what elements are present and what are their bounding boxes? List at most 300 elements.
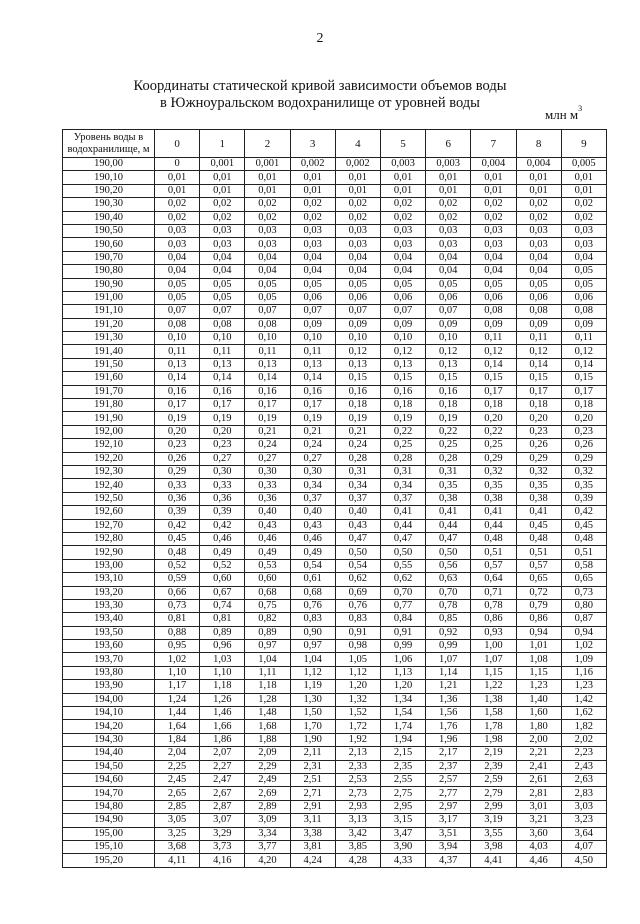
volume-cell: 0,14 [155, 372, 200, 385]
volume-cell: 0,35 [516, 479, 561, 492]
volume-cell: 0,01 [380, 171, 425, 184]
level-cell: 190,00 [63, 158, 155, 171]
volume-cell: 0,05 [245, 278, 290, 291]
level-cell: 193,20 [63, 586, 155, 599]
volume-cell: 2,02 [561, 733, 606, 746]
volume-cell: 1,06 [380, 653, 425, 666]
level-cell: 191,20 [63, 318, 155, 331]
volume-cell: 1,34 [380, 693, 425, 706]
volume-cell: 0,12 [335, 345, 380, 358]
volume-cell: 0,78 [426, 599, 471, 612]
volume-cell: 1,17 [155, 680, 200, 693]
volume-cell: 0,11 [516, 332, 561, 345]
volume-cell: 0,06 [380, 291, 425, 304]
volume-cell: 2,13 [335, 747, 380, 760]
volume-cell: 0,05 [200, 291, 245, 304]
volume-cell: 0,70 [380, 586, 425, 599]
volume-cell: 1,04 [245, 653, 290, 666]
volume-cell: 0,69 [335, 586, 380, 599]
volume-cell: 0,78 [471, 599, 516, 612]
volume-cell: 0,88 [155, 626, 200, 639]
volume-cell: 0,15 [561, 372, 606, 385]
volume-cell: 0,03 [155, 238, 200, 251]
level-cell: 191,90 [63, 412, 155, 425]
volume-cell: 0,06 [290, 291, 335, 304]
table-row [63, 238, 607, 251]
volume-cell: 2,89 [245, 800, 290, 813]
volume-cell: 2,51 [290, 773, 335, 786]
volume-cell: 2,85 [155, 800, 200, 813]
volume-cell: 0,73 [155, 599, 200, 612]
volume-cell: 0,17 [200, 399, 245, 412]
volume-cell: 3,42 [335, 827, 380, 840]
volume-cell: 0,99 [426, 640, 471, 653]
volume-cell: 0,36 [155, 492, 200, 505]
volume-cell: 1,28 [245, 693, 290, 706]
volume-cell: 0,99 [380, 640, 425, 653]
volume-cell: 1,15 [471, 666, 516, 679]
volume-cell: 0,24 [335, 439, 380, 452]
volume-cell: 0,47 [335, 532, 380, 545]
volume-cell: 0,03 [335, 224, 380, 237]
volume-cell: 0,17 [471, 385, 516, 398]
volume-cell: 0,41 [471, 506, 516, 519]
level-cell: 194,90 [63, 814, 155, 827]
table-row [63, 278, 607, 291]
volume-cell: 3,55 [471, 827, 516, 840]
volume-cell: 0,08 [245, 318, 290, 331]
volume-cell: 0,43 [290, 519, 335, 532]
volume-cell: 0,03 [290, 224, 335, 237]
table-row [63, 532, 607, 545]
volume-cell: 0,01 [516, 184, 561, 197]
volume-cell: 0,01 [200, 184, 245, 197]
volume-cell: 0,33 [245, 479, 290, 492]
volume-cell: 0,05 [561, 278, 606, 291]
volume-cell: 2,73 [335, 787, 380, 800]
column-header: 4 [335, 130, 380, 158]
volume-cell: 1,44 [155, 707, 200, 720]
volume-cell: 0,02 [380, 198, 425, 211]
document-title [0, 78, 640, 112]
volume-cell: 0,14 [245, 372, 290, 385]
volume-cell: 2,23 [561, 747, 606, 760]
volume-cell: 0,09 [290, 318, 335, 331]
volume-cell: 0,52 [155, 559, 200, 572]
volume-cell: 1,10 [200, 666, 245, 679]
volume-cell: 0,51 [516, 546, 561, 559]
volume-cell: 0,92 [426, 626, 471, 639]
table-row [63, 586, 607, 599]
level-cell: 193,40 [63, 613, 155, 626]
volume-cell: 0,07 [290, 305, 335, 318]
table-row [63, 452, 607, 465]
volume-cell: 0,04 [426, 251, 471, 264]
volume-cell: 0,20 [561, 412, 606, 425]
table-row [63, 653, 607, 666]
volume-cell: 1,86 [200, 733, 245, 746]
table-row [63, 707, 607, 720]
volume-cell: 0,73 [561, 586, 606, 599]
level-cell: 190,70 [63, 251, 155, 264]
level-cell: 190,30 [63, 198, 155, 211]
level-cell: 194,70 [63, 787, 155, 800]
volume-cell: 0,39 [155, 506, 200, 519]
volume-cell: 3,38 [290, 827, 335, 840]
volume-cell: 0,44 [380, 519, 425, 532]
volume-cell: 0,31 [335, 465, 380, 478]
volume-cell: 0,15 [516, 372, 561, 385]
volume-cell: 1,02 [155, 653, 200, 666]
volume-cell: 0,37 [335, 492, 380, 505]
volume-cell: 0,19 [155, 412, 200, 425]
volume-cell: 0,40 [290, 506, 335, 519]
volume-cell: 0,03 [335, 238, 380, 251]
volume-cell: 0,04 [426, 265, 471, 278]
volume-cell: 4,11 [155, 854, 200, 867]
volume-cell: 2,61 [516, 773, 561, 786]
volume-cell: 0,10 [290, 332, 335, 345]
volume-cell: 0,18 [380, 399, 425, 412]
column-header: 1 [200, 130, 245, 158]
volume-cell: 0,90 [290, 626, 335, 639]
volume-cell: 1,04 [290, 653, 335, 666]
table-row [63, 465, 607, 478]
volume-cell: 2,47 [200, 773, 245, 786]
volume-cell: 0,12 [516, 345, 561, 358]
volume-cell: 0,96 [200, 640, 245, 653]
volume-cell: 0,04 [335, 251, 380, 264]
volume-cell: 0,07 [155, 305, 200, 318]
volume-cell: 0,04 [471, 251, 516, 264]
volume-cell: 0,03 [516, 238, 561, 251]
volume-cell: 0,49 [245, 546, 290, 559]
volume-cell: 0,79 [516, 599, 561, 612]
column-header: 3 [290, 130, 335, 158]
volume-cell: 0,30 [200, 465, 245, 478]
volume-cell: 3,19 [471, 814, 516, 827]
volume-cell: 0,56 [426, 559, 471, 572]
volume-cell: 0,11 [155, 345, 200, 358]
table-row [63, 358, 607, 371]
volume-cell: 0,21 [335, 425, 380, 438]
volume-cell: 2,79 [471, 787, 516, 800]
volume-cell: 2,21 [516, 747, 561, 760]
volume-cell: 0,05 [516, 278, 561, 291]
volume-cell: 0,20 [200, 425, 245, 438]
volume-cell: 2,00 [516, 733, 561, 746]
volume-cell: 0,12 [426, 345, 471, 358]
volume-cell: 0,27 [200, 452, 245, 465]
table-row [63, 506, 607, 519]
level-cell: 191,60 [63, 372, 155, 385]
volume-cell: 2,31 [290, 760, 335, 773]
volume-cell: 0,01 [245, 184, 290, 197]
volume-cell: 1,03 [200, 653, 245, 666]
volume-cell: 0,01 [426, 184, 471, 197]
volume-cell: 0,22 [380, 425, 425, 438]
volume-cell: 0,02 [561, 211, 606, 224]
volume-cell: 3,73 [200, 840, 245, 853]
volume-cell: 0,18 [516, 399, 561, 412]
volume-cell: 0,38 [516, 492, 561, 505]
volume-cell: 1,90 [290, 733, 335, 746]
volume-cell: 0,16 [200, 385, 245, 398]
volume-cell: 1,26 [200, 693, 245, 706]
volume-cell: 0,01 [245, 171, 290, 184]
volume-cell: 0,70 [426, 586, 471, 599]
table-row [63, 733, 607, 746]
volume-cell: 1,23 [516, 680, 561, 693]
volume-cell: 0,07 [335, 305, 380, 318]
volume-cell: 1,84 [155, 733, 200, 746]
volume-cell: 4,50 [561, 854, 606, 867]
volume-cell: 4,46 [516, 854, 561, 867]
title-line-2: в Южноуральском водохранилище от уровней воды [160, 95, 480, 111]
volume-cell: 2,63 [561, 773, 606, 786]
volume-cell: 1,96 [426, 733, 471, 746]
volume-cell: 0,94 [516, 626, 561, 639]
volume-cell: 0,83 [290, 613, 335, 626]
volume-cell: 0,24 [290, 439, 335, 452]
level-cell: 190,50 [63, 224, 155, 237]
volume-cell: 2,95 [380, 800, 425, 813]
volume-cell: 0,89 [200, 626, 245, 639]
volume-cell: 0,29 [561, 452, 606, 465]
volume-cell: 1,80 [516, 720, 561, 733]
volume-cell: 0,14 [516, 358, 561, 371]
volume-cell: 0,35 [426, 479, 471, 492]
volume-cell: 0,74 [200, 599, 245, 612]
volume-cell: 0,02 [155, 211, 200, 224]
volume-cell: 0,48 [516, 532, 561, 545]
volume-cell: 0,20 [516, 412, 561, 425]
volume-cell: 1,11 [245, 666, 290, 679]
level-cell: 190,10 [63, 171, 155, 184]
volume-cell: 2,04 [155, 747, 200, 760]
volume-cell: 0,50 [426, 546, 471, 559]
table-row [63, 787, 607, 800]
table-row [63, 265, 607, 278]
volume-cell: 0,03 [561, 224, 606, 237]
volume-cell: 0,11 [471, 332, 516, 345]
volume-cell: 0,03 [380, 224, 425, 237]
volume-cell: 0,54 [290, 559, 335, 572]
volume-cell: 0,51 [471, 546, 516, 559]
volume-cell: 1,18 [245, 680, 290, 693]
volume-cell: 1,00 [471, 640, 516, 653]
volume-cell: 2,67 [200, 787, 245, 800]
table-row [63, 640, 607, 653]
volume-cell: 0,04 [290, 251, 335, 264]
volume-cell: 0,21 [245, 425, 290, 438]
volume-cell: 1,78 [471, 720, 516, 733]
table-row [63, 412, 607, 425]
volume-cell: 4,24 [290, 854, 335, 867]
volume-cell: 2,97 [426, 800, 471, 813]
volume-cell: 0,02 [471, 198, 516, 211]
volume-cell: 3,64 [561, 827, 606, 840]
volume-cell: 2,77 [426, 787, 471, 800]
volume-cell: 3,81 [290, 840, 335, 853]
volume-cell: 0,01 [380, 184, 425, 197]
volume-cell: 1,09 [561, 653, 606, 666]
table-row [63, 546, 607, 559]
volume-cell: 0,28 [335, 452, 380, 465]
volume-cell: 2,33 [335, 760, 380, 773]
volume-cell: 0,03 [245, 238, 290, 251]
table-row [63, 184, 607, 197]
volume-cell: 0,04 [380, 251, 425, 264]
volume-cell: 0,08 [471, 305, 516, 318]
volume-cell: 4,33 [380, 854, 425, 867]
volume-cell: 0,04 [155, 265, 200, 278]
table-row [63, 747, 607, 760]
volume-cell: 0,14 [561, 358, 606, 371]
volume-cell: 0,01 [290, 184, 335, 197]
volume-cell: 0,81 [155, 613, 200, 626]
volume-cell: 3,09 [245, 814, 290, 827]
volume-cell: 0,01 [516, 171, 561, 184]
volume-cell: 1,62 [561, 707, 606, 720]
volume-cell: 0,43 [335, 519, 380, 532]
volume-cell: 4,03 [516, 840, 561, 853]
volume-cell: 0,61 [290, 573, 335, 586]
volume-cell: 0,19 [426, 412, 471, 425]
volume-cell: 0,02 [290, 198, 335, 211]
volume-cell: 0,04 [516, 251, 561, 264]
volume-cell: 0,03 [200, 224, 245, 237]
volume-cell: 0,03 [561, 238, 606, 251]
volume-cell: 0,38 [426, 492, 471, 505]
volume-cell: 0,04 [155, 251, 200, 264]
volume-cell: 4,41 [471, 854, 516, 867]
volume-cell: 0,02 [335, 211, 380, 224]
volume-cell: 1,21 [426, 680, 471, 693]
table-row [63, 291, 607, 304]
volume-cell: 3,17 [426, 814, 471, 827]
table-row [63, 773, 607, 786]
level-cell: 194,60 [63, 773, 155, 786]
volume-cell: 0,48 [155, 546, 200, 559]
volume-cell: 1,30 [290, 693, 335, 706]
volume-cell: 1,42 [561, 693, 606, 706]
volume-cell: 0,11 [245, 345, 290, 358]
table-row [63, 251, 607, 264]
volume-cell: 0,06 [471, 291, 516, 304]
volume-cell: 0,06 [561, 291, 606, 304]
volume-cell: 0,01 [335, 184, 380, 197]
volume-cell: 3,23 [561, 814, 606, 827]
table-row [63, 840, 607, 853]
volume-cell: 1,38 [471, 693, 516, 706]
volume-cell: 0,18 [471, 399, 516, 412]
level-cell: 193,10 [63, 573, 155, 586]
volume-cell: 0,15 [380, 372, 425, 385]
level-cell: 194,40 [63, 747, 155, 760]
volume-cell: 1,94 [380, 733, 425, 746]
volume-cell: 0,17 [290, 399, 335, 412]
volume-cell: 0,03 [426, 224, 471, 237]
level-cell: 190,40 [63, 211, 155, 224]
volume-cell: 0,03 [245, 224, 290, 237]
table-row [63, 666, 607, 679]
level-cell: 192,50 [63, 492, 155, 505]
volume-cell: 0,09 [380, 318, 425, 331]
volume-cell: 0,16 [380, 385, 425, 398]
volume-cell: 0,09 [426, 318, 471, 331]
volume-cell: 0,07 [245, 305, 290, 318]
volume-cell: 0,46 [290, 532, 335, 545]
table-body [63, 158, 607, 868]
volume-cell: 0,67 [200, 586, 245, 599]
volume-cell: 0,53 [245, 559, 290, 572]
volume-cell: 1,05 [335, 653, 380, 666]
level-cell: 191,10 [63, 305, 155, 318]
volume-cell: 0,23 [516, 425, 561, 438]
table-row [63, 626, 607, 639]
table-row [63, 854, 607, 867]
volume-cell: 1,24 [155, 693, 200, 706]
volume-cell: 0,16 [155, 385, 200, 398]
volume-cell: 2,43 [561, 760, 606, 773]
volume-cell: 0,36 [200, 492, 245, 505]
volume-cell: 0,80 [561, 599, 606, 612]
volume-cell: 0,01 [200, 171, 245, 184]
volume-cell: 0,003 [426, 158, 471, 171]
volume-cell: 0,89 [245, 626, 290, 639]
level-cell: 191,30 [63, 332, 155, 345]
volume-cell: 0,04 [335, 265, 380, 278]
volume-cell: 2,75 [380, 787, 425, 800]
volume-cell: 0,46 [245, 532, 290, 545]
table-row [63, 345, 607, 358]
volume-cell: 0,004 [516, 158, 561, 171]
volume-cell: 0,15 [426, 372, 471, 385]
volume-cell: 0,60 [245, 573, 290, 586]
volume-cell: 0,13 [290, 358, 335, 371]
table-row [63, 479, 607, 492]
volume-cell: 0,19 [200, 412, 245, 425]
volume-cell: 1,10 [155, 666, 200, 679]
volume-cell: 2,57 [426, 773, 471, 786]
level-cell: 193,80 [63, 666, 155, 679]
volume-cell: 0,16 [290, 385, 335, 398]
volume-cell: 2,29 [245, 760, 290, 773]
volume-cell: 0,04 [290, 265, 335, 278]
volume-cell: 0,02 [471, 211, 516, 224]
unit-label [545, 104, 583, 123]
volume-cell: 0,27 [290, 452, 335, 465]
table-header [63, 130, 607, 158]
level-cell: 191,50 [63, 358, 155, 371]
volume-cell: 0,64 [471, 573, 516, 586]
volume-cell: 1,01 [516, 640, 561, 653]
volume-cell: 0,05 [380, 278, 425, 291]
volume-cell: 0,10 [335, 332, 380, 345]
volume-cell: 0,20 [155, 425, 200, 438]
table-row [63, 760, 607, 773]
table-row [63, 800, 607, 813]
volume-cell: 0,11 [290, 345, 335, 358]
volume-cell: 0,07 [380, 305, 425, 318]
volume-cell: 0,60 [200, 573, 245, 586]
header-row [63, 130, 607, 158]
volume-cell: 0,97 [245, 640, 290, 653]
volume-cell: 3,47 [380, 827, 425, 840]
unit-superscript: 3 [578, 104, 583, 113]
volume-cell: 1,22 [471, 680, 516, 693]
